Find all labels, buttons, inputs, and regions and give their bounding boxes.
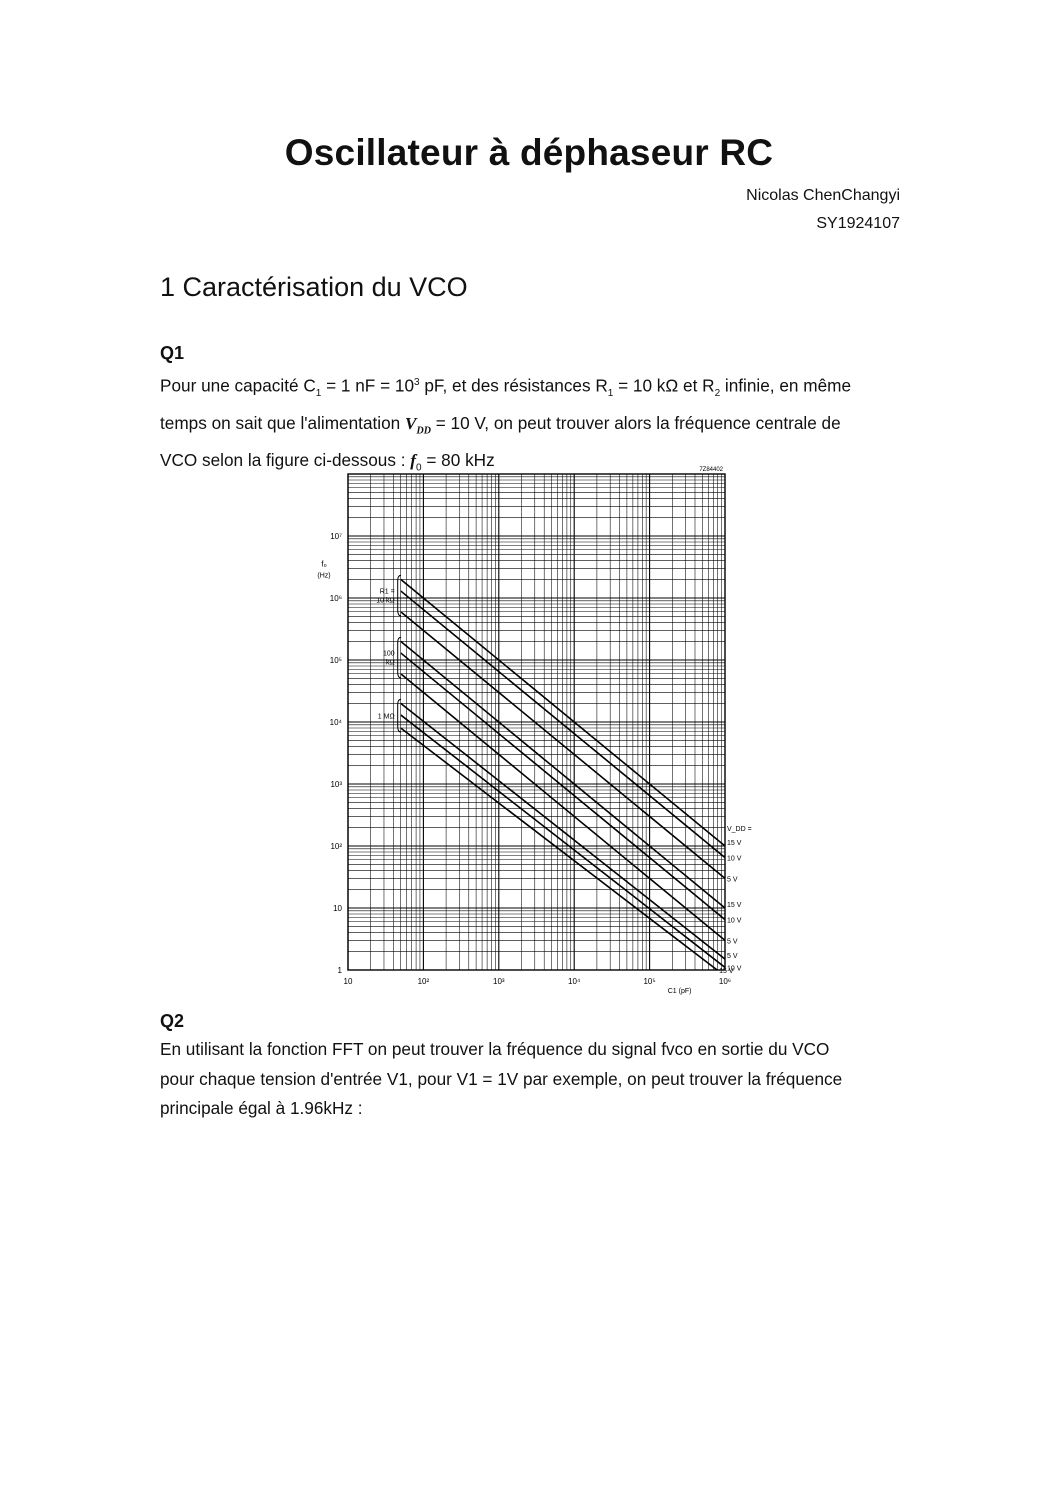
series-label: 10 V [727,965,742,973]
y-tick-label: 10² [330,842,342,851]
y-axis-unit: (Hz) [317,572,331,580]
group-label: R1 = [379,588,395,596]
x-tick-label: 10 [343,977,353,986]
author-name: Nicolas ChenChangyi [746,187,900,204]
y-tick-label: 10³ [330,780,342,789]
y-tick-label: 10⁷ [330,532,342,541]
page-title: Oscillateur à déphaseur RC [284,132,774,173]
group-label-unit: 10 kΩ [376,597,395,605]
q2-line-3: principale égal à 1.96kHz : [160,1098,363,1118]
series-label: 15 V [727,902,742,909]
series-label: 10 V [727,917,742,925]
x-tick-label: 10² [417,977,430,986]
q1-line-3: VCO selon la figure ci-dessous : $f_0 = 80$ kHz [160,449,495,474]
series-label: 5 V [727,876,738,884]
figure-code: 7Z84402 [699,467,723,473]
x-tick-label: 10⁴ [568,977,581,986]
q2-line-2: pour chaque tension d'entrée V1, pour V1 = 1V par exemple, on peut trouver la fréquence [160,1068,843,1089]
x-tick-label: 10⁶ [718,977,732,986]
vdd-header: V_DD = [727,826,752,833]
series-label: 10 V [727,855,742,863]
q2-heading: Q2 [160,1011,185,1031]
series-label: 5 V [727,938,738,946]
q2-line-1: En utilisant la fonction FFT on peut trouver la fréquence du signal fvco en sortie du VCO [160,1039,830,1059]
section-heading: 1 Caractérisation du VCO [160,272,468,302]
x-tick-label: 10³ [493,977,505,986]
series-label: 5 V [727,953,738,961]
q1-line-2: temps on sait que l'alimentation $V_{DD} = 10$ V, on peut trouver alors la fréquence centrale de [160,412,841,437]
q1-line-1: Pour une capacité $C_1 = 1$ nF = $10^3$ pF, et des résistances $R_1 = 10$ kΩ et $R_2$ infinie, en même [160,375,852,400]
group-label: 1 MΩ [377,713,395,721]
x-tick-label: 10⁵ [643,977,656,986]
q2-paragraph [160,1035,900,1124]
author-id: SY1924107 [816,215,900,232]
y-tick-label: 10⁶ [329,594,342,603]
y-tick-label: 1 [337,966,342,975]
group-label: 100 [383,650,395,658]
vco-frequency-chart [310,462,752,995]
series-label: 15 V [719,968,734,975]
series-label: 15 V [727,840,742,847]
y-tick-label: 10⁴ [329,718,342,727]
q1-heading: Q1 [160,343,185,363]
x-axis-label: C1 (pF) [667,988,692,995]
y-tick-label: 10 [333,904,342,913]
group-label-unit: kΩ [385,659,395,667]
y-tick-label: 10⁵ [329,656,342,665]
y-axis-label: f₀ [321,559,327,569]
